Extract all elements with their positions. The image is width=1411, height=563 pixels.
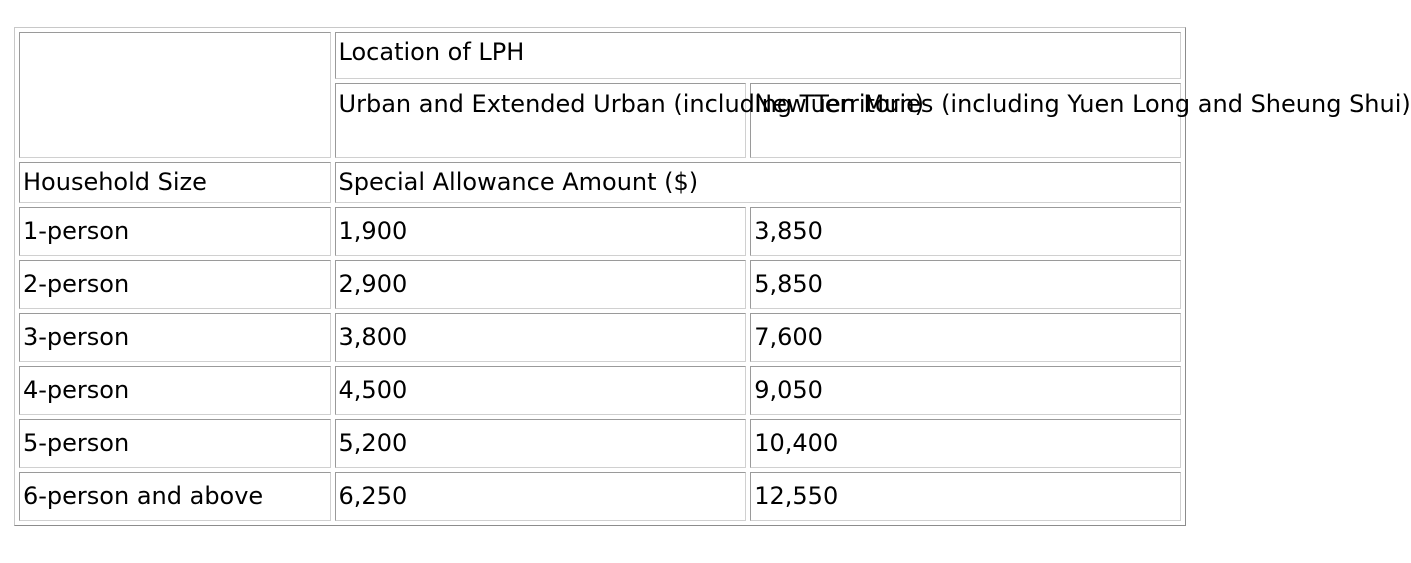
new-territories-amount-cell: 9,050 xyxy=(750,366,1181,415)
urban-amount-cell: 5,200 xyxy=(335,419,747,468)
new-territories-amount-cell: 10,400 xyxy=(750,419,1181,468)
new-territories-amount-cell: 5,850 xyxy=(750,260,1181,309)
urban-amount-cell: 3,800 xyxy=(335,313,747,362)
new-territories-amount-cell: 7,600 xyxy=(750,313,1181,362)
new-territories-amount-cell: 3,850 xyxy=(750,207,1181,256)
household-size-cell: 2-person xyxy=(19,260,331,309)
household-size-cell: 4-person xyxy=(19,366,331,415)
header-row-labels xyxy=(19,162,1181,203)
urban-amount-cell: 4,500 xyxy=(335,366,747,415)
new-territories-amount-cell: 12,550 xyxy=(750,472,1181,521)
urban-amount-cell: 1,900 xyxy=(335,207,747,256)
table-row xyxy=(19,260,1181,309)
new-territories-header-cell: New Territories (including Yuen Long and Sheung Shui) xyxy=(750,83,1181,158)
header-row-location xyxy=(19,32,1181,79)
household-size-cell: 3-person xyxy=(19,313,331,362)
urban-amount-cell: 6,250 xyxy=(335,472,747,521)
allowance-table-container xyxy=(14,27,1411,526)
urban-header-cell: Urban and Extended Urban (including Tuen Mun) xyxy=(335,83,747,158)
allowance-amount-header-cell: Special Allowance Amount ($) xyxy=(335,162,1181,203)
household-size-header-cell: Household Size xyxy=(19,162,331,203)
household-size-cell: 6-person and above xyxy=(19,472,331,521)
special-allowance-table xyxy=(14,27,1411,526)
household-size-cell: 5-person xyxy=(19,419,331,468)
table-row xyxy=(19,207,1181,256)
table-row xyxy=(19,313,1181,362)
location-header-cell: Location of LPH xyxy=(335,32,1181,79)
table-row xyxy=(19,366,1181,415)
empty-corner-cell xyxy=(19,32,331,158)
household-size-cell: 1-person xyxy=(19,207,331,256)
table-row xyxy=(19,419,1181,468)
table-row xyxy=(19,472,1181,521)
urban-amount-cell: 2,900 xyxy=(335,260,747,309)
